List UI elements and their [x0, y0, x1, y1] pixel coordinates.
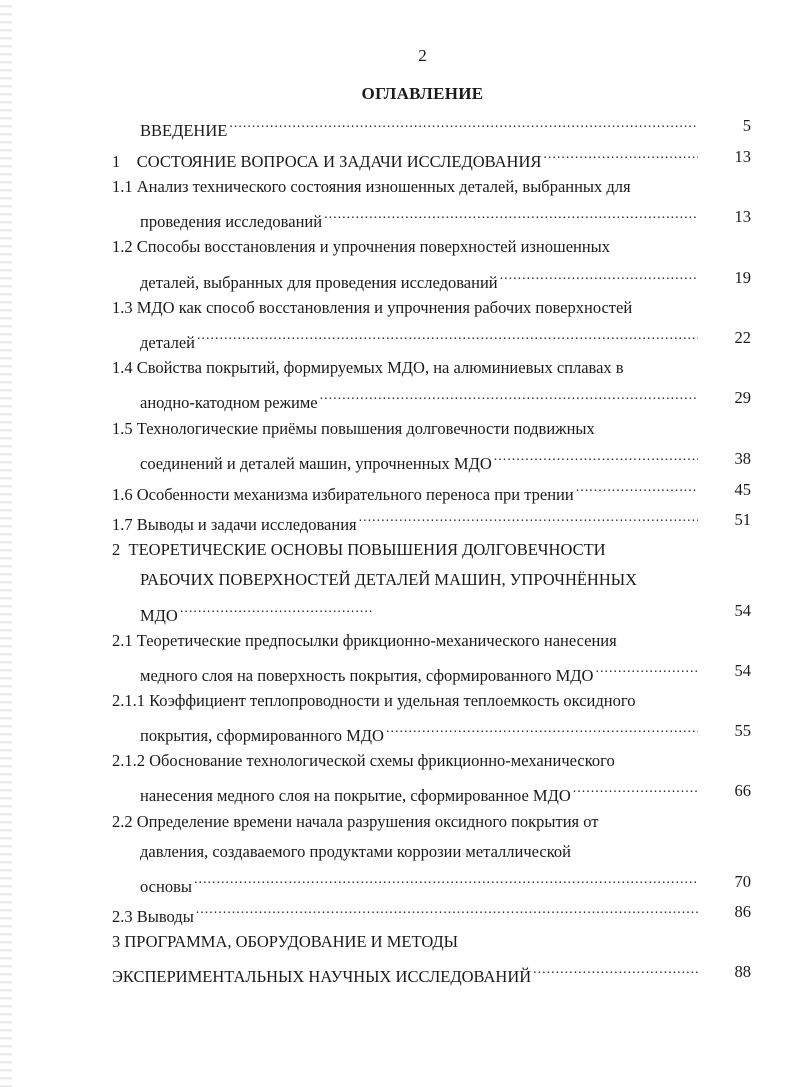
toc-entry-section-1-7[interactable] [112, 510, 700, 535]
toc-entry-page: 54 [734, 661, 751, 680]
toc-entry-section-2-2[interactable] [140, 872, 700, 897]
toc-entry-page: 70 [734, 872, 751, 891]
toc-entry-page: 88 [734, 962, 751, 981]
toc-entry-text: 1.4 Свойства покрытий, формируемых МДО, на алюминиевых сплавах в [112, 358, 624, 377]
toc-entry-text: 1.5 Технологические приёмы повышения долговечности подвижных [112, 419, 595, 438]
toc-entry-page: 29 [734, 388, 751, 407]
leader-dots [576, 480, 698, 500]
leader-dots [194, 872, 698, 892]
toc-entry-section-2-3[interactable] [112, 902, 700, 927]
toc-entry-text: РАБОЧИХ ПОВЕРХНОСТЕЙ ДЕТАЛЕЙ МАШИН, УПРОЧНЁННЫХ [140, 570, 638, 589]
toc-entry-introduction[interactable] [140, 116, 700, 141]
toc-entry-text: 2 ТЕОРЕТИЧЕСКИЕ ОСНОВЫ ПОВЫШЕНИЯ ДОЛГОВЕЧНОСТИ [112, 540, 606, 559]
toc-entry-text: 1.3 МДО как способ восстановления и упрочнения рабочих поверхностей [112, 298, 633, 317]
toc-entry-chapter-2[interactable] [140, 601, 375, 626]
leader-dots [533, 962, 698, 982]
toc-entry-page: 13 [734, 207, 751, 226]
toc-entry-text: нанесения медного слоя на покрытие, сформированное МДО [140, 786, 571, 805]
toc-entry-text: 2.1 Теоретические предпосылки фрикционно-механического нанесения [112, 631, 617, 650]
leader-dots [494, 449, 698, 469]
leader-dots [595, 661, 698, 681]
toc-entry-page: 45 [734, 480, 751, 499]
toc-entry-text: 1 СОСТОЯНИЕ ВОПРОСА И ЗАДАЧИ ИССЛЕДОВАНИЯ [112, 152, 542, 171]
leader-dots [500, 268, 698, 288]
toc-entry-text: соединений и деталей машин, упрочненных МДО [140, 454, 492, 473]
toc-entry-section-1-5[interactable] [140, 449, 700, 474]
toc-entry-text: ВВЕДЕНИЕ [140, 121, 228, 140]
toc-entry-text: 2.2 Определение времени начала разрушения оксидного покрытия от [112, 812, 599, 831]
leader-dots [573, 781, 698, 801]
toc-entry-section-1-3[interactable] [140, 328, 700, 353]
toc-entry-text: 2.3 Выводы [112, 907, 194, 926]
toc-entry-text: 1.7 Выводы и задачи исследования [112, 515, 357, 534]
toc-entry-text: медного слоя на поверхность покрытия, сформированного МДО [140, 666, 594, 685]
leader-dots [543, 147, 698, 167]
toc-entry-page: 19 [734, 268, 751, 287]
toc-entry-section-2-1-1[interactable] [140, 721, 700, 746]
toc-entry-text: деталей, выбранных для проведения исследований [140, 273, 498, 292]
leader-dots [229, 116, 698, 136]
leader-dots [197, 328, 698, 348]
leader-dots [386, 721, 698, 741]
toc-entry-text: МДО [140, 606, 178, 625]
toc-entry-text: 1.6 Особенности механизма избирательного переноса при трении [112, 485, 574, 504]
leader-dots [180, 601, 373, 621]
leader-dots [320, 388, 698, 408]
toc-entry-text: 2.1.2 Обоснование технологической схемы фрикционно-механического [112, 751, 615, 770]
toc-entry-section-2-1[interactable] [140, 661, 700, 686]
toc-entry-text: 1.2 Способы восстановления и упрочнения поверхностей изношенных [112, 237, 611, 256]
toc-entry-section-2-1-2[interactable] [140, 781, 700, 806]
toc-entry-page: 51 [734, 510, 751, 529]
toc-title: ОГЛАВЛЕНИЕ [361, 84, 484, 103]
toc-entry-text: давления, создаваемого продуктами коррозии металлической [140, 842, 571, 861]
toc-entry-text: 3 ПРОГРАММА, ОБОРУДОВАНИЕ И МЕТОДЫ [112, 932, 459, 951]
toc-entry-text: ЭКСПЕРИМЕНТАЛЬНЫХ НАУЧНЫХ ИССЛЕДОВАНИЙ [112, 967, 532, 986]
toc-entry-section-1-6[interactable] [112, 480, 700, 505]
toc-entry-page: 38 [734, 449, 751, 468]
toc-entry-text: покрытия, сформированного МДО [140, 726, 384, 745]
toc-entry-page: 66 [734, 781, 751, 800]
toc-entry-text: 1.1 Анализ технического состояния изношенных деталей, выбранных для [112, 177, 631, 196]
toc-entry-section-1-2[interactable] [140, 268, 700, 293]
toc-entry-text: деталей [140, 333, 195, 352]
toc-entry-page: 5 [742, 116, 751, 135]
toc-entry-section-1-1[interactable] [140, 207, 700, 232]
page-number: 2 [418, 46, 427, 65]
toc-entry-chapter-3[interactable] [112, 962, 700, 987]
toc-entry-section-1-4[interactable] [140, 388, 700, 413]
leader-dots [324, 207, 698, 227]
toc-entry-text: анодно-катодном режиме [140, 393, 318, 412]
toc-entry-page: 22 [734, 328, 751, 347]
leader-dots [196, 902, 698, 922]
toc-entry-text: проведения исследований [140, 212, 323, 231]
toc-entry-text: 2.1.1 Коэффициент теплопроводности и удельная теплоемкость оксидного [112, 691, 636, 710]
leader-dots [359, 510, 698, 530]
toc-entry-chapter-1[interactable] [112, 147, 700, 172]
toc-entry-page: 55 [734, 721, 751, 740]
toc-entry-page: 54 [734, 601, 751, 620]
toc-entry-text: основы [140, 877, 192, 896]
toc-entry-page: 86 [734, 902, 751, 921]
toc-entry-page: 13 [734, 147, 751, 166]
